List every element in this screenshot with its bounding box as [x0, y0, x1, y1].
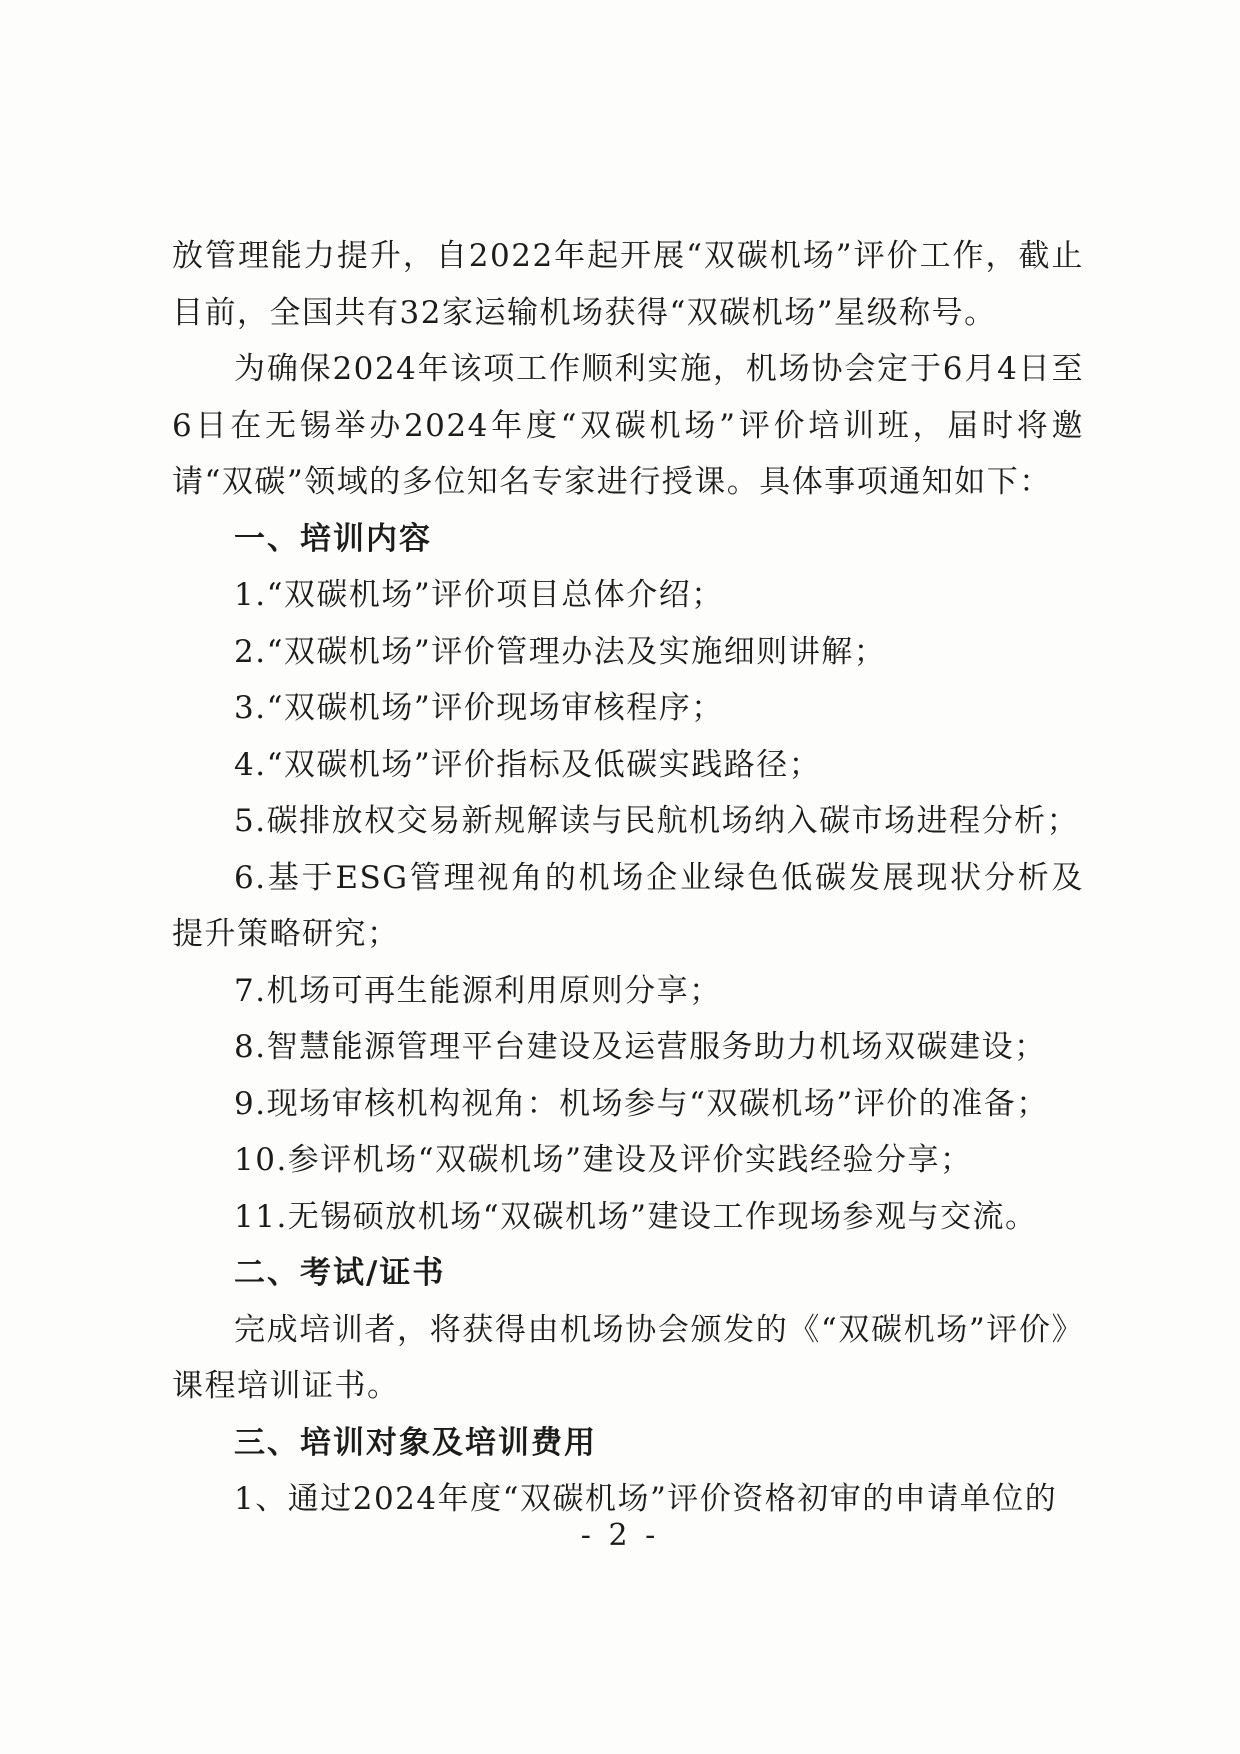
intro-paragraph-2: 为确保2024年该项工作顺利实施，机场协会定于6月4日至6日在无锡举办2024年度“双碳机场”评价培训班，届时将邀请“双碳”领域的多位知名专家进行授课。具体事项通知如下： [172, 351, 1084, 500]
document-body [172, 228, 1084, 1528]
page-number: - 2 - [580, 1518, 660, 1553]
section-1-heading: 一、培训内容 [234, 520, 432, 557]
list-item: 2.“双碳机场”评价管理办法及实施细则讲解； [234, 633, 887, 670]
list-item: 3.“双碳机场”评价现场审核程序； [234, 690, 724, 726]
list-item: 1.“双碳机场”评价项目总体介绍； [234, 577, 724, 613]
section-3-text: 1、通过2024年度“双碳机场”评价资格初审的申请单位的 [234, 1481, 1058, 1517]
section-3-heading: 三、培训对象及培训费用 [234, 1424, 597, 1461]
intro-paragraph-1: 放管理能力提升，自2022年起开展“双碳机场”评价工作，截止目前，全国共有32家运输机场获得“双碳机场”星级称号。 [172, 238, 1084, 331]
list-item: 5.碳排放权交易新规解读与民航机场纳入碳市场进程分析； [234, 803, 1080, 839]
list-item: 4.“双碳机场”评价指标及低碳实践路径； [234, 746, 822, 783]
list-item: 7.机场可再生能源利用原则分享； [234, 972, 722, 1009]
list-item: 11.无锡硕放机场“双碳机场”建设工作现场参观与交流。 [234, 1198, 1038, 1235]
list-item: 10.参评机场“双碳机场”建设及评价实践经验分享； [234, 1142, 973, 1178]
section-2-text: 完成培训者，将获得由机场协会颁发的《“双碳机场”评价》课程培训证书。 [172, 1311, 1084, 1404]
section-2-heading: 二、考试/证书 [234, 1255, 446, 1291]
list-item: 6.基于ESG管理视角的机场企业绿色低碳发展现状分析及提升策略研究； [172, 859, 1084, 952]
list-item: 8.智慧能源管理平台建设及运营服务助力机场双碳建设； [234, 1029, 1047, 1065]
list-item: 9.现场审核机构视角：机场参与“双碳机场”评价的准备； [234, 1085, 1049, 1122]
